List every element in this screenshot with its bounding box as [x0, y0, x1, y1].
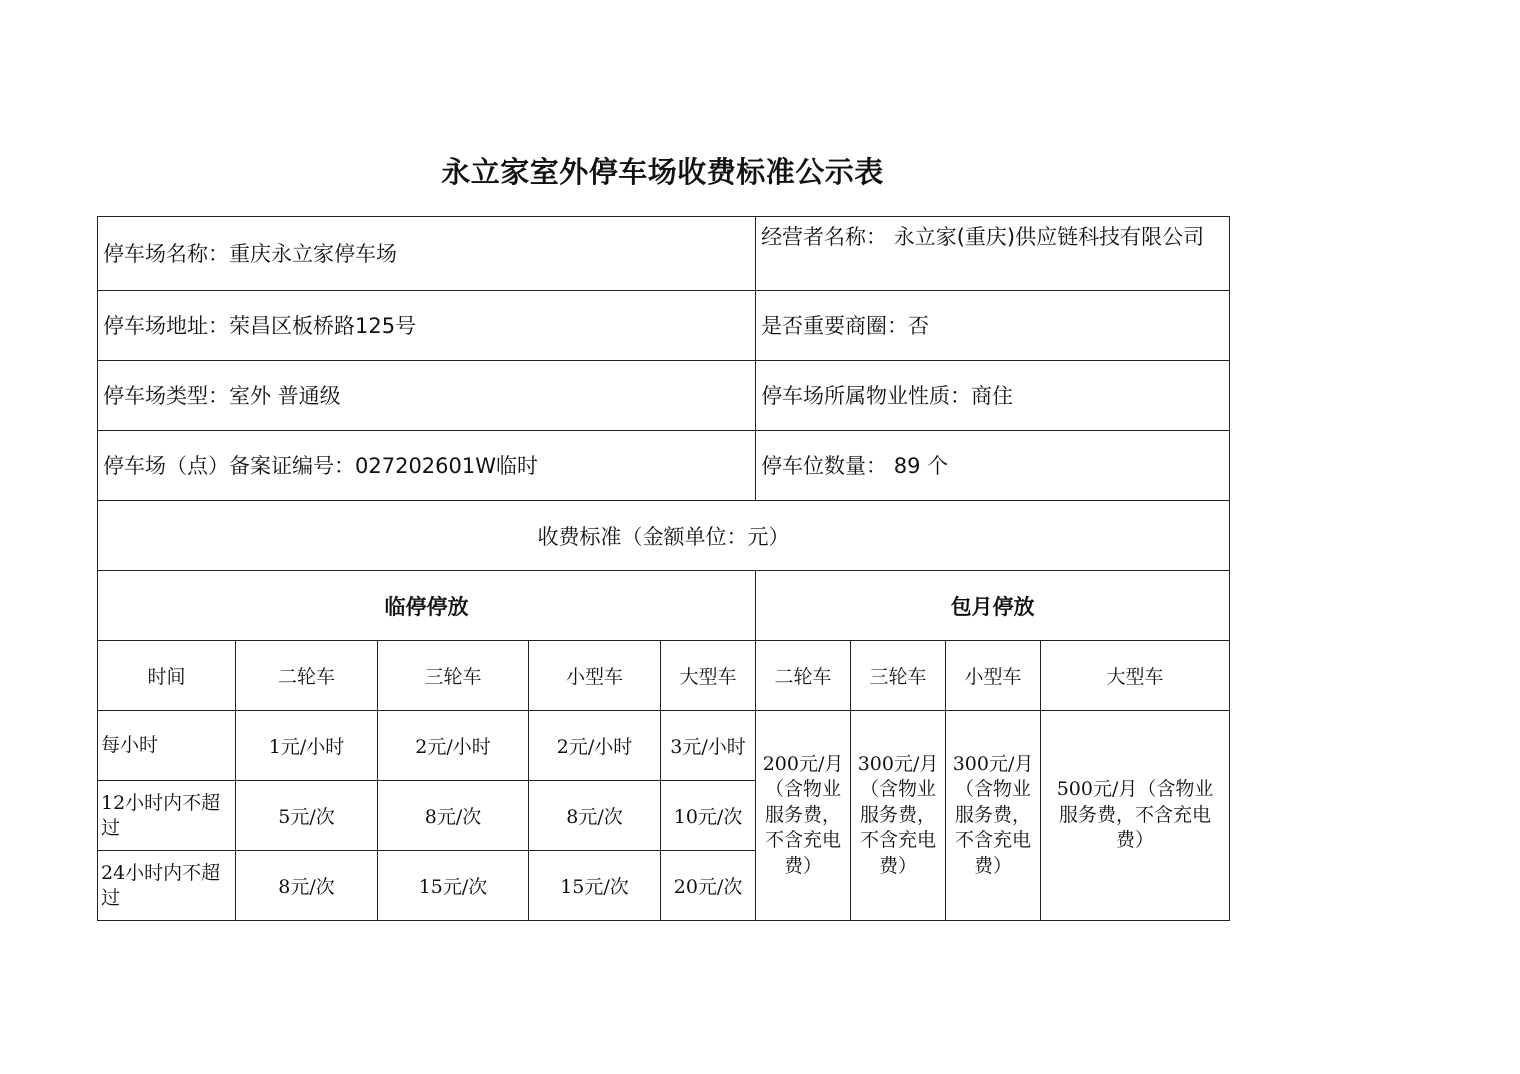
fee-standard-row	[98, 501, 1230, 571]
rate-cell: 15元/次	[529, 851, 661, 921]
temporary-parking-heading: 临停停放	[98, 571, 756, 641]
parking-lot-name: 停车场名称：重庆永立家停车场	[98, 217, 756, 291]
fee-table	[97, 216, 1230, 921]
row-label-12-hours: 12小时内不超过	[98, 781, 236, 851]
column-header-time: 时间	[98, 641, 236, 711]
rate-cell: 1元/小时	[236, 711, 378, 781]
registration-number: 停车场（点）备案证编号：027202601W临时	[98, 431, 756, 501]
document-title: 永立家室外停车场收费标准公示表	[441, 155, 884, 189]
monthly-rate-small-vehicle: 300元/月（含物业服务费，不含充电费）	[946, 711, 1041, 921]
column-header-two-wheeler: 二轮车	[236, 641, 378, 711]
column-header-small-vehicle: 小型车	[529, 641, 661, 711]
monthly-parking-heading: 包月停放	[756, 571, 1230, 641]
parking-space-count: 停车位数量： 89 个	[756, 431, 1230, 501]
rate-cell: 20元/次	[661, 851, 756, 921]
monthly-rate-large-vehicle: 500元/月（含物业服务费，不含充电费）	[1041, 711, 1230, 921]
fee-standard-heading: 收费标准（金额单位：元）	[98, 501, 1230, 571]
rate-cell: 10元/次	[661, 781, 756, 851]
table-row	[98, 711, 1230, 781]
rate-cell: 15元/次	[378, 851, 529, 921]
column-header-three-wheeler: 三轮车	[378, 641, 529, 711]
column-header-monthly-three-wheeler: 三轮车	[851, 641, 946, 711]
key-business-district: 是否重要商圈：否	[756, 291, 1230, 361]
monthly-rate-three-wheeler: 300元/月（含物业服务费，不含充电费）	[851, 711, 946, 921]
section-header-row	[98, 571, 1230, 641]
info-row	[98, 217, 1230, 291]
parking-lot-address: 停车场地址：荣昌区板桥路125号	[98, 291, 756, 361]
rate-cell: 8元/次	[529, 781, 661, 851]
monthly-rate-two-wheeler: 200元/月（含物业服务费，不含充电费）	[756, 711, 851, 921]
column-header-monthly-two-wheeler: 二轮车	[756, 641, 851, 711]
column-header-row	[98, 641, 1230, 711]
row-label-24-hours: 24小时内不超过	[98, 851, 236, 921]
column-header-large-vehicle: 大型车	[661, 641, 756, 711]
info-row	[98, 291, 1230, 361]
parking-lot-type: 停车场类型：室外 普通级	[98, 361, 756, 431]
info-row	[98, 361, 1230, 431]
rate-cell: 5元/次	[236, 781, 378, 851]
rate-cell: 2元/小时	[378, 711, 529, 781]
column-header-monthly-small-vehicle: 小型车	[946, 641, 1041, 711]
rate-cell: 8元/次	[236, 851, 378, 921]
property-nature: 停车场所属物业性质：商住	[756, 361, 1230, 431]
rate-cell: 8元/次	[378, 781, 529, 851]
info-row	[98, 431, 1230, 501]
rate-cell: 3元/小时	[661, 711, 756, 781]
row-label-hourly: 每小时	[98, 711, 236, 781]
operator-name: 经营者名称： 永立家(重庆)供应链科技有限公司	[756, 217, 1230, 291]
rate-cell: 2元/小时	[529, 711, 661, 781]
column-header-monthly-large-vehicle: 大型车	[1041, 641, 1230, 711]
